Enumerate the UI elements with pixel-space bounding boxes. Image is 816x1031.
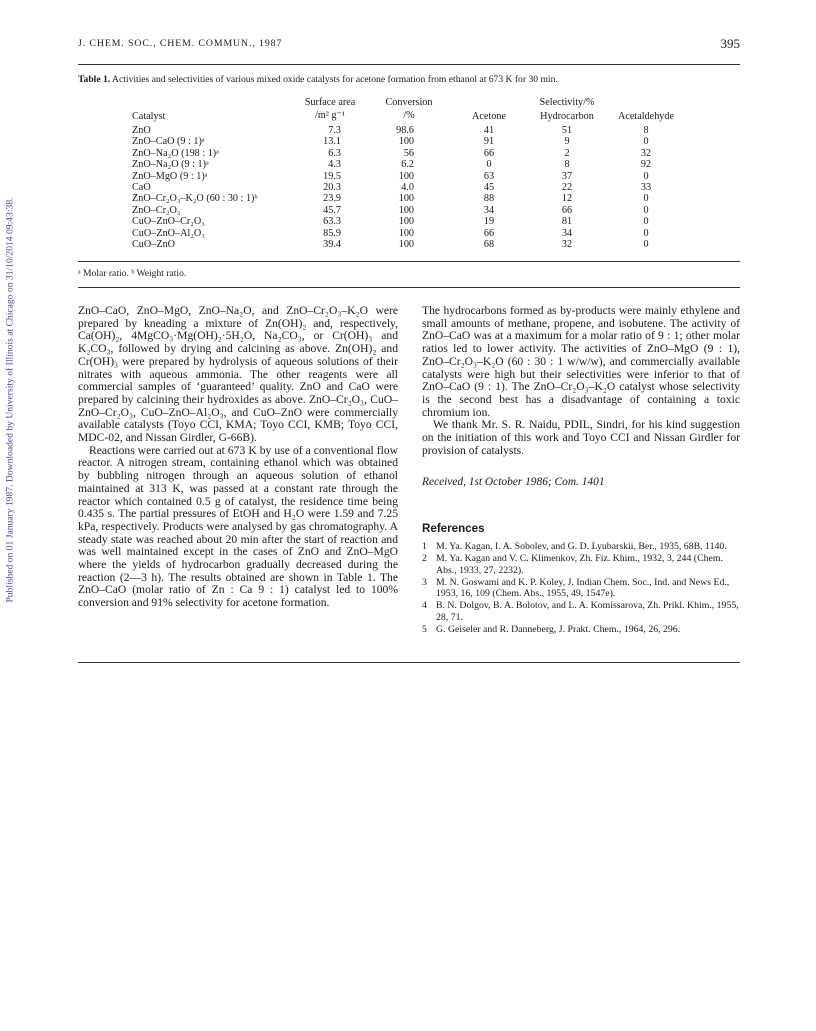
- cell-catalyst: CuO–ZnO–Cr₂O₃: [132, 216, 205, 228]
- cell-conv: 100: [398, 193, 414, 205]
- table-row: [132, 193, 692, 205]
- cell-catalyst: CuO–ZnO–Al₂O₃: [132, 227, 205, 239]
- cell-ald: 0: [643, 170, 649, 182]
- right-paragraph-2: We thank Mr. S. R. Naidu, PDIL, Sindri, for his kind suggestion on the initiation of this work and Toyo CCI and Nissan Girdler for provision of catalysts.: [422, 418, 740, 457]
- reference-number: 2: [422, 553, 427, 565]
- cell-sa: 4.3: [328, 159, 341, 171]
- cell-hc: 2: [564, 147, 570, 159]
- footnote-rule: [78, 287, 740, 288]
- right-paragraph-1: The hydrocarbons formed as by-products were mainly ethylene and small amounts of methane, propene, and isobutene. The activity of ZnO–CaO was at a maximum for a molar ratio of 9 : 1; other molar ratios led to lower activity. The activities of ZnO–MgO (9 : 1), ZnO–Cr₂O₃–K₂O (60 : 30 : 1 w/w/w), and commercially available catalysts were high but their selectivities were inferior to that of ZnO–CaO (9 : 1). The ZnO–Cr₂O₃–K₂O catalyst whose selectivity is the second best has a disadvantage of containing a toxic chromium ion.: [422, 304, 740, 419]
- header-hydrocarbon: Hydrocarbon: [540, 111, 594, 122]
- header-selectivity: Selectivity/%: [539, 97, 595, 108]
- table-row: [132, 148, 692, 160]
- reference-item: [422, 541, 740, 552]
- table-row: [132, 125, 692, 137]
- table-row: [132, 205, 692, 217]
- table-caption: [78, 74, 740, 85]
- reference-number: 5: [422, 624, 427, 636]
- cell-conv: 6.2: [401, 159, 414, 171]
- received-line: Received, 1st October 1986; Com. 1401: [422, 476, 605, 488]
- cell-acetone: 19: [483, 216, 495, 228]
- cell-hc: 34: [561, 227, 573, 239]
- cell-acetone: 88: [483, 193, 495, 205]
- header-surface-area-unit: /m² g⁻¹: [315, 110, 345, 121]
- download-watermark: [3, 150, 17, 650]
- reference-text: M. Ya. Kagan, I. A. Sobolev, and G. D. Lyubarskii, Ber., 1935, 68B, 1140.: [436, 541, 727, 552]
- cell-acetone: 0: [486, 159, 492, 171]
- cell-sa: 7.3: [328, 125, 341, 136]
- cell-ald: 0: [643, 227, 649, 239]
- left-paragraph-1: ZnO–CaO, ZnO–MgO, ZnO–Na₂O, and ZnO–Cr₂O₃–K₂O were prepared by kneading a mixture of Zn(OH)₂ and, respectively, Ca(OH)₂, 4MgCO₃·Mg(OH)₂·5H₂O, Na₂CO₃, or Cr(OH)₃ and K₂CO₃, followed by drying and calcining as above. Zn(OH)₂ and Cr(OH)₃ were prepared by hydrolysis of aqueous solutions of their nitrates with aqueous ammonia. The other reagents were all commercial samples of ‘guaranteed’ quality. ZnO and CaO were prepared by calcining their hydroxides as above. ZnO–Cr₂O₃, CuO–ZnO–Cr₂O₃, CuO–ZnO–Al₂O₃, and CuO–ZnO were commercially available catalysts (Toyo CCI, KMA; Toyo CCI, KMB; Toyo CCI, MDC-02, and Nissan Girdler, G-66B).: [78, 304, 398, 445]
- reference-item: [422, 624, 740, 635]
- cell-ald: 0: [643, 204, 649, 216]
- cell-conv: 100: [398, 216, 414, 228]
- reference-item: [422, 577, 740, 600]
- cell-acetone: 66: [483, 147, 495, 159]
- table-row: [132, 239, 692, 251]
- journal-title: J. CHEM. SOC., CHEM. COMMUN., 1987: [78, 38, 283, 49]
- left-column: [78, 305, 398, 610]
- cell-ald: 0: [643, 193, 649, 205]
- table-row: [132, 159, 692, 171]
- cell-hc: 22: [561, 182, 573, 193]
- cell-acetone: 45: [483, 182, 495, 193]
- cell-sa: 23.9: [323, 193, 341, 205]
- cell-hc: 12: [561, 193, 573, 205]
- table-row: [132, 171, 692, 183]
- cell-conv: 100: [398, 239, 414, 250]
- header-acetone: Acetone: [472, 111, 506, 122]
- cell-sa: 20.3: [323, 182, 341, 193]
- cell-conv: 56: [403, 147, 414, 159]
- table-row: [132, 136, 692, 148]
- header-rule: [78, 64, 740, 65]
- cell-acetone: 63: [483, 170, 495, 182]
- cell-acetone: 41: [483, 125, 495, 136]
- cell-catalyst: ZnO–Cr₂O₃: [132, 204, 181, 216]
- header-catalyst: Catalyst: [132, 111, 166, 122]
- cell-catalyst: ZnO–Na₂O (9 : 1)ᵃ: [132, 159, 209, 171]
- cell-hc: 37: [561, 170, 573, 182]
- cell-catalyst: CaO: [132, 182, 151, 193]
- cell-ald: 0: [643, 239, 649, 250]
- cell-ald: 8: [643, 125, 649, 136]
- cell-sa: 19.5: [323, 170, 341, 182]
- cell-sa: 39.4: [323, 239, 341, 250]
- reference-item: [422, 600, 740, 623]
- table-caption-text: Activities and selectivities of various mixed oxide catalysts for acetone formation from ethanol at 673 K for 30 min.: [112, 74, 558, 85]
- cell-conv: 100: [398, 170, 414, 182]
- bottom-rule: [78, 662, 740, 663]
- reference-number: 3: [422, 576, 427, 588]
- cell-hc: 32: [561, 239, 573, 250]
- cell-sa: 6.3: [328, 147, 341, 159]
- cell-acetone: 68: [483, 239, 495, 250]
- reference-text: M. Ya. Kagan and V. C. Klimenkov, Zh. Fiz. Khim., 1932, 3, 244 (Chem. Abs., 1933, 27, 2232).: [436, 553, 723, 576]
- cell-hc: 8: [564, 159, 570, 171]
- cell-catalyst: ZnO–Cr₂O₃–K₂O (60 : 30 : 1)ᵇ: [132, 193, 258, 205]
- header-acetaldehyde: Acetaldehyde: [617, 111, 675, 122]
- cell-ald: 32: [640, 147, 652, 159]
- reference-item: [422, 553, 740, 576]
- cell-conv: 100: [398, 204, 414, 216]
- references-heading: References: [422, 522, 485, 535]
- reference-number: 1: [422, 541, 427, 552]
- cell-sa: 13.1: [323, 136, 341, 148]
- cell-catalyst: ZnO–CaO (9 : 1)ᵃ: [132, 136, 205, 148]
- cell-ald: 0: [643, 216, 649, 228]
- cell-catalyst: ZnO–MgO (9 : 1)ᵃ: [132, 170, 208, 182]
- reference-text: B. N. Dolgov, B. A. Bolotov, and L. A. Komissarova, Zh. Prikl. Khim., 1955, 28, 71.: [436, 600, 739, 623]
- page-header: [78, 36, 740, 54]
- right-column: [422, 305, 740, 457]
- cell-acetone: 34: [483, 204, 495, 216]
- cell-conv: 100: [398, 227, 414, 239]
- left-paragraph-2: Reactions were carried out at 673 K by use of a conventional flow reactor. A nitrogen stream, containing ethanol which was obtained by bubbling nitrogen through an aqueous solution of ethanol maintained at 313 K, was passed at a constant rate through the reactor which contained 0.5 g of catalyst, the residence time being 0.435 s. The partial pressures of EtOH and H₂O were 1.59 and 7.25 kPa, respectively. Products were analysed by gas chromatography. A steady state was reached about 20 min after the start of reaction and was well maintained except in the cases of ZnO and ZnO–MgO where the yields of hydrocarbon gradually decreased during the reaction (2—3 h). The results obtained are shown in Table 1. The ZnO–CaO (molar ratio of Zn : Ca 9 : 1) catalyst led to 100% conversion and 91% selectivity for acetone formation.: [78, 443, 398, 610]
- cell-catalyst: CuO–ZnO: [132, 239, 176, 250]
- table-header: [132, 97, 692, 125]
- reference-text: M. N. Goswami and K. P. Koley, J. Indian Chem. Soc., Ind. and News Ed., 1953, 16, 109 (Chem. Abs., 1955, 49, 1547e).: [436, 576, 730, 600]
- reference-number: 4: [422, 600, 427, 612]
- header-conversion: Conversion: [385, 97, 433, 108]
- cell-catalyst: ZnO–Na₂O (198 : 1)ᵃ: [132, 147, 219, 159]
- cell-hc: 9: [564, 136, 570, 148]
- cell-ald: 0: [643, 136, 649, 148]
- page-number: 395: [720, 36, 740, 51]
- cell-conv: 100: [398, 136, 414, 148]
- table-row: [132, 182, 692, 194]
- cell-hc: 66: [561, 204, 573, 216]
- reference-text: G. Geiseler and R. Danneberg, J. Prakt. Chem., 1964, 26, 296.: [436, 624, 681, 636]
- table-caption-label: Table 1.: [78, 74, 111, 85]
- cell-hc: 81: [561, 216, 573, 228]
- cell-catalyst: ZnO: [132, 125, 151, 136]
- cell-ald: 33: [640, 182, 652, 193]
- cell-hc: 51: [561, 125, 573, 136]
- cell-conv: 4.0: [401, 182, 414, 193]
- cell-sa: 63.3: [323, 216, 341, 228]
- cell-conv: 98.6: [396, 125, 414, 136]
- cell-sa: 85.9: [323, 227, 341, 239]
- download-watermark-text: Published on 01 January 1987. Downloaded by University of Illinois at Chicago on 31/10/2014 09:43:38.: [4, 197, 16, 603]
- cell-sa: 45.7: [323, 204, 341, 216]
- table-row: [132, 216, 692, 228]
- header-conversion-unit: /%: [403, 110, 415, 121]
- cell-ald: 92: [640, 159, 652, 171]
- cell-acetone: 91: [483, 136, 495, 148]
- header-surface-area: Surface area: [304, 97, 356, 108]
- references-list: [422, 541, 740, 636]
- table-footnote: ᵃ Molar ratio. ᵇ Weight ratio.: [78, 268, 187, 279]
- cell-acetone: 66: [483, 227, 495, 239]
- table-rule: [78, 261, 740, 262]
- table-row: [132, 228, 692, 240]
